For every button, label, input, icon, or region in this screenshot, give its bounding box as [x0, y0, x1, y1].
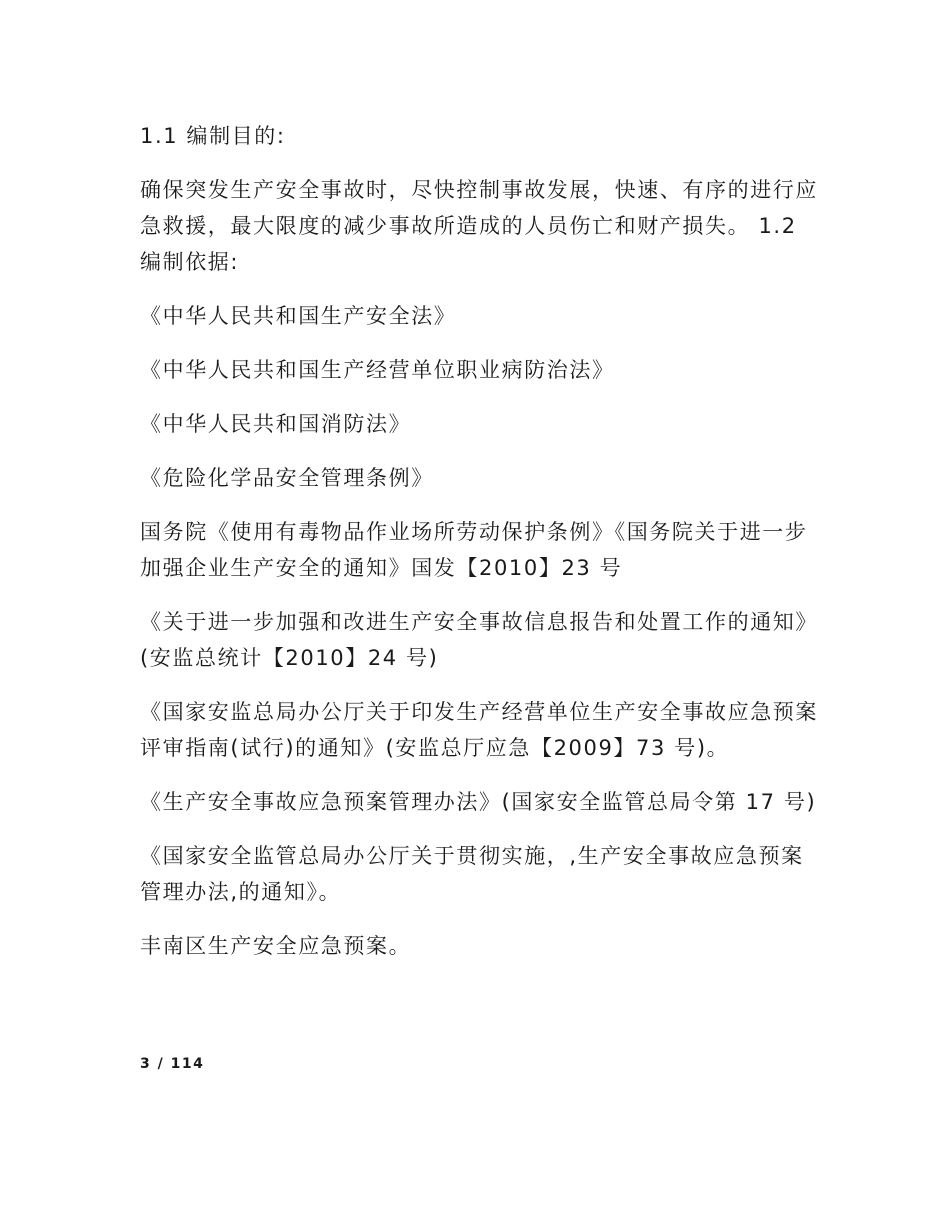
- paragraph-purpose: 确保突发生产安全事故时，尽快控制事故发展，快速、有序的进行应急救援，最大限度的减少事故所造成的人员伤亡和财产损失。 1.2 编制依据:: [140, 178, 818, 274]
- paragraph-law-6: 《关于进一步加强和改进生产安全事故信息报告和处置工作的通知》(安监总统计【2010】24 号): [140, 610, 818, 670]
- paragraph-law-8: 《生产安全事故应急预案管理办法》(国家安全监管总局令第 17 号): [140, 790, 817, 814]
- paragraph-law-3: 《中华人民共和国消防法》: [140, 412, 412, 436]
- section-heading: 1.1 编制目的:: [140, 124, 286, 148]
- page-number: 3 / 114: [140, 1056, 205, 1072]
- paragraph-law-5: 国务院《使用有毒物品作业场所劳动保护条例》《国务院关于进一步加强企业生产安全的通知》国发【2010】23 号: [140, 520, 808, 580]
- paragraph-law-7: 《国家安监总局办公厅关于印发生产经营单位生产安全事故应急预案评审指南(试行)的通知》(安监总厅应急【2009】73 号)。: [140, 700, 818, 760]
- paragraph-law-2: 《中华人民共和国生产经营单位职业病防治法》: [140, 358, 615, 382]
- paragraph-law-10: 丰南区生产安全应急预案。: [140, 934, 412, 958]
- document-body: [140, 118, 820, 982]
- paragraph-law-9: 《国家安全监管总局办公厅关于贯彻实施，,生产安全事故应急预案管理办法,的通知》。: [140, 844, 804, 904]
- paragraph-law-1: 《中华人民共和国生产安全法》: [140, 304, 457, 328]
- paragraph-law-4: 《危险化学品安全管理条例》: [140, 466, 434, 490]
